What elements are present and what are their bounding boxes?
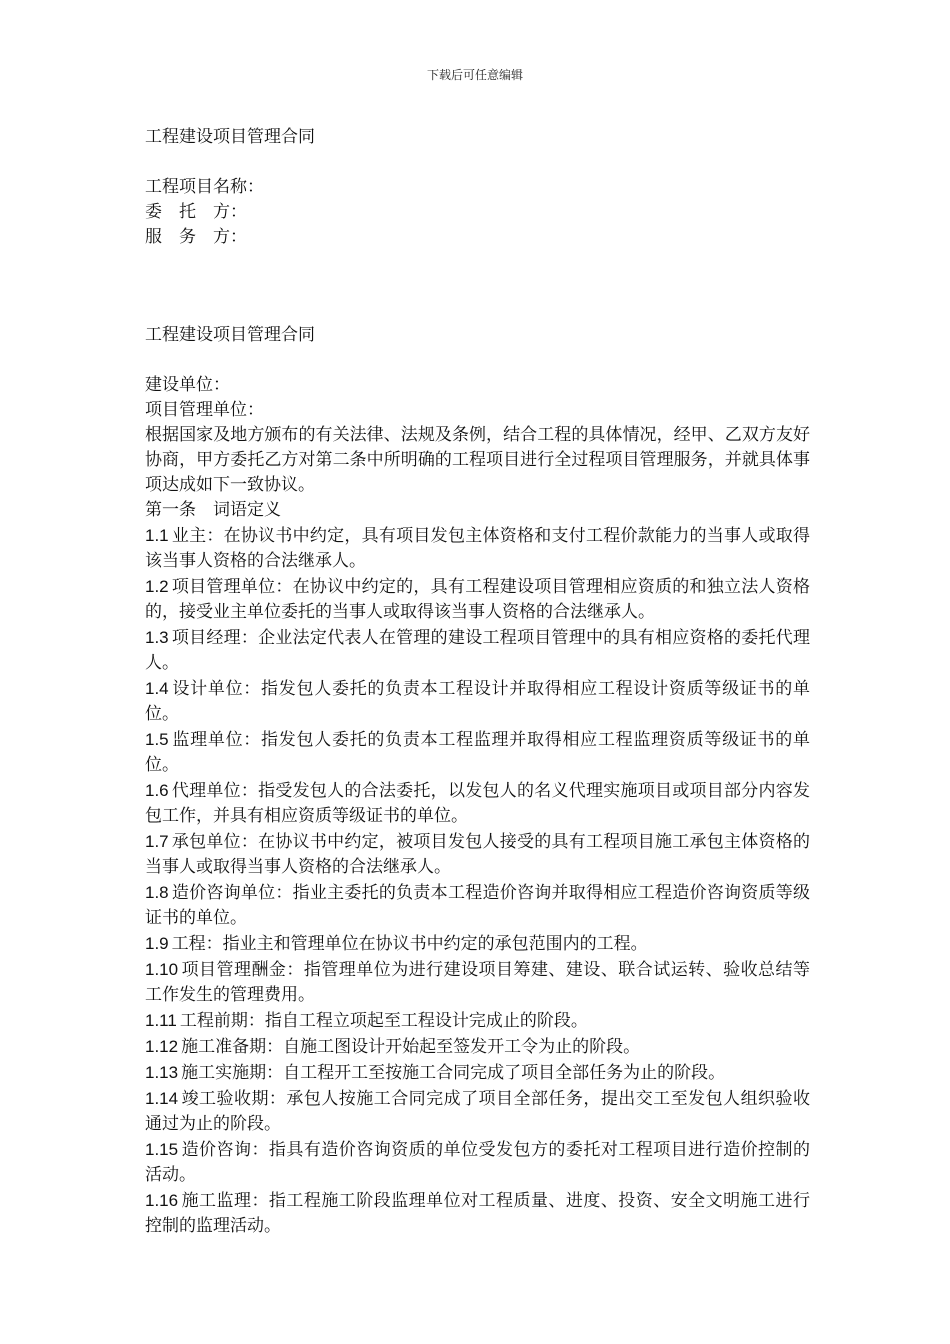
definition-text: 项目经理：企业法定代表人在管理的建设工程项目管理中的具有相应资格的委托代理人。 [145, 628, 810, 673]
cover-field-client: 委 托 方： [145, 202, 247, 222]
definition-item [145, 523, 810, 574]
definition-text: 施工准备期：自施工图设计开始起至签发开工令为止的阶段。 [181, 1037, 641, 1057]
article-heading: 第一条 词语定义 [145, 500, 281, 520]
cover-fields [145, 175, 810, 250]
definition-number: 1.8 [145, 883, 169, 902]
definition-item [145, 1034, 810, 1060]
definition-text: 业主：在协议书中约定，具有项目发包主体资格和支付工程价款能力的当事人或取得该当事人资格的合法继承人。 [145, 526, 810, 571]
definition-text: 工程前期：指自工程立项起至工程设计完成止的阶段。 [179, 1011, 588, 1031]
definition-number: 1.13 [145, 1063, 179, 1082]
definition-item [145, 727, 810, 778]
definition-text: 设计单位：指发包人委托的负责本工程设计并取得相应工程设计资质等级证书的单位。 [145, 679, 810, 724]
definition-number: 1.15 [145, 1140, 179, 1159]
definition-text: 项目管理酬金：指管理单位为进行建设项目筹建、建设、联合试运转、验收总结等工作发生的管理费用。 [145, 960, 810, 1005]
party-line-management-unit: 项目管理单位： [145, 400, 264, 420]
definition-number: 1.1 [145, 526, 169, 545]
definition-text: 竣工验收期：承包人按施工合同完成了项目全部任务，提出交工至发包人组织验收通过为止的阶段。 [145, 1089, 810, 1134]
definition-item [145, 1086, 810, 1137]
definition-number: 1.11 [145, 1011, 177, 1030]
definition-item [145, 625, 810, 676]
party-line-construction-unit: 建设单位： [145, 375, 230, 395]
definition-number: 1.7 [145, 832, 169, 851]
definition-text: 施工实施期：自工程开工至按施工合同完成了项目全部任务为止的阶段。 [181, 1063, 726, 1083]
definition-number: 1.5 [145, 730, 169, 749]
definition-number: 1.6 [145, 781, 169, 800]
definition-text: 承包单位：在协议书中约定，被项目发包人接受的具有工程项目施工承包主体资格的当事人或取得当事人资格的合法继承人。 [145, 832, 810, 877]
definition-number: 1.10 [145, 960, 179, 979]
definition-list [145, 523, 810, 1239]
definition-item [145, 1137, 810, 1188]
definition-item [145, 574, 810, 625]
definition-item [145, 676, 810, 727]
contract-body [145, 373, 810, 1239]
definition-item [145, 778, 810, 829]
definition-number: 1.2 [145, 577, 169, 596]
definition-text: 造价咨询：指具有造价咨询资质的单位受发包方的委托对工程项目进行造价控制的活动。 [145, 1140, 810, 1185]
intro-paragraph: 根据国家及地方颁布的有关法律、法规及条例，结合工程的具体情况，经甲、乙双方友好协商，甲方委托乙方对第二条中所明确的工程项目进行全过程项目管理服务，并就具体事项达成如下一致协议。 [145, 425, 810, 495]
definition-text: 代理单位：指受发包人的合法委托，以发包人的名义代理实施项目或项目部分内容发包工作，并具有相应资质等级证书的单位。 [145, 781, 810, 826]
definition-text: 工程：指业主和管理单位在协议书中约定的承包范围内的工程。 [171, 934, 648, 954]
definition-text: 监理单位：指发包人委托的负责本工程监理并取得相应工程监理资质等级证书的单位。 [145, 730, 810, 775]
page-header-note: 下载后可任意编辑 [426, 68, 523, 82]
definition-item [145, 1008, 810, 1034]
definition-text: 造价咨询单位：指业主委托的负责本工程造价咨询并取得相应工程造价咨询资质等级证书的单位。 [145, 883, 810, 928]
cover-field-service-provider: 服 务 方： [145, 227, 247, 247]
definition-number: 1.12 [145, 1037, 179, 1056]
definition-item [145, 957, 810, 1008]
definition-number: 1.14 [145, 1089, 179, 1108]
definition-item [145, 829, 810, 880]
definition-item [145, 1188, 810, 1239]
cover-title: 工程建设项目管理合同 [145, 127, 315, 147]
contract-title: 工程建设项目管理合同 [145, 325, 315, 345]
definition-number: 1.4 [145, 679, 169, 698]
definition-text: 项目管理单位：在协议中约定的，具有工程建设项目管理相应资质的和独立法人资格的，接受业主单位委托的当事人或取得该当事人资格的合法继承人。 [145, 577, 810, 622]
cover-field-project-name: 工程项目名称： [145, 177, 264, 197]
definition-number: 1.9 [145, 934, 169, 953]
definition-number: 1.16 [145, 1191, 179, 1210]
definition-number: 1.3 [145, 628, 169, 647]
definition-item [145, 1060, 810, 1086]
definition-text: 施工监理：指工程施工阶段监理单位对工程质量、进度、投资、安全文明施工进行控制的监理活动。 [145, 1191, 810, 1236]
definition-item [145, 880, 810, 931]
definition-item [145, 931, 810, 957]
